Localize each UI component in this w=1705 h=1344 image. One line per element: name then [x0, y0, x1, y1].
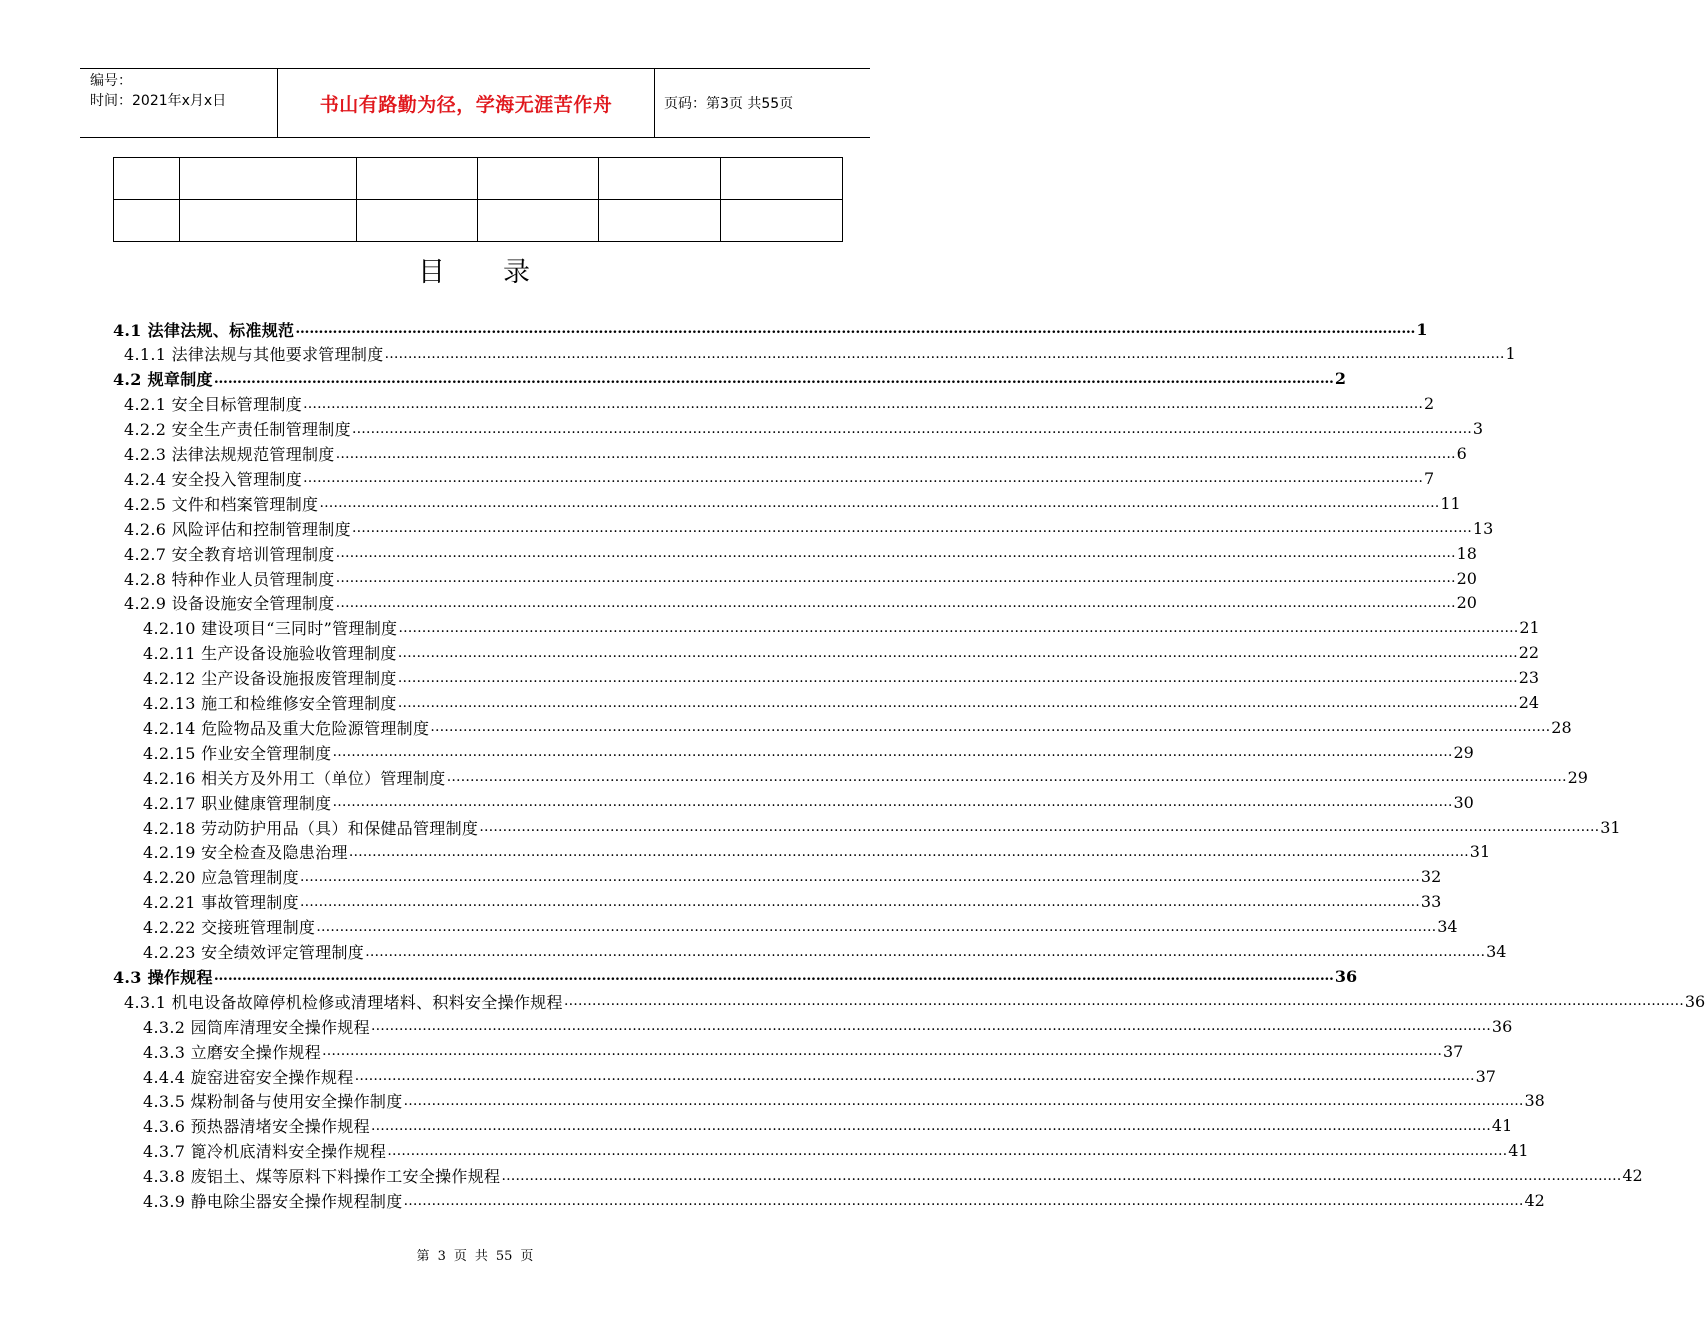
toc-entry-page: 6: [1456, 444, 1467, 463]
toc-entry[interactable]: [143, 940, 1507, 964]
table-cell: [356, 200, 478, 242]
toc-leader-dots: ……………………………………………………………………………………………………………………………………………………………………………………………………………………: [332, 744, 1453, 761]
toc-entry-label: 4.4.4 旋窑进窑安全操作规程: [143, 1067, 354, 1087]
toc-entry-page: 20: [1456, 593, 1477, 613]
toc-entry[interactable]: [143, 1139, 1529, 1163]
toc-entry-label: 4.1.1 法律法规与其他要求管理制度: [124, 345, 384, 365]
toc-leader-dots: ……………………………………………………………………………………………………………………………………………………………………………………………………………………: [299, 893, 1420, 910]
toc-entry-label: 4.2.2 安全生产责任制管理制度: [124, 420, 351, 440]
table-cell: [478, 200, 599, 242]
toc-entry[interactable]: [143, 691, 1540, 715]
toc-entry-label: 4.2.9 设备设施安全管理制度: [124, 594, 335, 614]
table-cell: [599, 200, 721, 242]
footer-text: 共: [474, 1249, 488, 1264]
toc-entry-page: 36: [1684, 991, 1705, 1011]
footer-text: 第: [416, 1249, 430, 1264]
toc-entry[interactable]: [124, 392, 1435, 416]
table-row: [114, 200, 843, 242]
toc-entry[interactable]: [143, 840, 1491, 864]
toc-entry[interactable]: [113, 317, 1428, 341]
toc-leader-dots: ……………………………………………………………………………………………………………………………………………………………………………………………………………………: [319, 495, 1440, 512]
toc-leader-dots: ……………………………………………………………………………………………………………………………………………………………………………………………………………………: [403, 1092, 1524, 1109]
toc-entry-page: 29: [1453, 742, 1474, 762]
toc-entry[interactable]: [124, 516, 1494, 540]
toc-leader-dots: ……………………………………………………………………………………………………………………………………………………………………………………………………………………: [335, 545, 1456, 562]
toc-entry-label: 4.3.5 煤粉制备与使用安全操作制度: [143, 1092, 403, 1112]
document-number-label: 编号：: [90, 73, 132, 89]
toc-entry-page: 1: [1416, 319, 1428, 339]
toc-leader-dots: ……………………………………………………………………………………………………………………………………………………………………………………………………………………: [335, 445, 1456, 462]
footer-text: 页: [453, 1249, 467, 1264]
toc-entry-page: 36: [1334, 966, 1358, 986]
toc-entry-page: 38: [1524, 1091, 1545, 1111]
toc-entry-label: 4.2.21 事故管理制度: [143, 893, 299, 913]
toc-leader-dots: ……………………………………………………………………………………………………………………………………………………………………………………………………………………: [479, 819, 1600, 835]
toc-leader-dots: ……………………………………………………………………………………………………………………………………………………………………………………………………………………: [332, 794, 1453, 811]
toc-leader-dots: ……………………………………………………………………………………………………………………………………………………………………………………………………………………: [351, 420, 1472, 437]
toc-entry-page: 20: [1456, 568, 1477, 588]
toc-entry[interactable]: [113, 367, 1346, 391]
toc-entry[interactable]: [143, 1039, 1464, 1063]
toc-leader-dots: ……………………………………………………………………………………………………………………………………………………………………………………………………………………: [397, 644, 1518, 661]
toc-entry-label: 4.3.9 静电除尘器安全操作规程制度: [143, 1192, 403, 1211]
table-cell: [721, 158, 843, 200]
toc-entry-page: 33: [1420, 892, 1442, 912]
toc-entry-page: 24: [1518, 693, 1540, 712]
toc-entry[interactable]: [143, 865, 1442, 889]
page-header: [80, 68, 870, 138]
toc-entry-label: 4.2.4 安全投入管理制度: [124, 469, 302, 489]
toc-entry[interactable]: [143, 1164, 1643, 1188]
toc-entry-page: 2: [1424, 394, 1435, 414]
toc-title-char: 录: [503, 257, 532, 288]
toc-entry-label: 4.3 操作规程: [113, 967, 213, 987]
toc-entry[interactable]: [124, 466, 1435, 490]
table-cell: [599, 158, 721, 200]
toc-entry[interactable]: [143, 641, 1540, 665]
toc-leader-dots: ……………………………………………………………………………………………………………………………………………………………………………………………………………………: [384, 345, 1505, 362]
toc-entry-page: 31: [1600, 817, 1621, 837]
toc-leader-dots: ……………………………………………………………………………………………………………………………………………………………………………………………………………………: [316, 918, 1437, 935]
toc-leader-dots: ……………………………………………………………………………………………………………………………………………………………………………………………………………………: [370, 1018, 1491, 1035]
toc-entry-page: 29: [1567, 767, 1588, 787]
toc-entry-page: 3: [1472, 419, 1484, 439]
toc-entry-label: 4.2.20 应急管理制度: [143, 868, 299, 888]
toc-entry[interactable]: [143, 740, 1474, 764]
toc-entry-page: 36: [1491, 1016, 1513, 1036]
toc-entry-label: 4.2.23 安全绩效评定管理制度: [143, 943, 365, 962]
toc-entry-page: 42: [1524, 1191, 1545, 1210]
toc-entry[interactable]: [143, 1189, 1545, 1213]
toc-entry[interactable]: [124, 342, 1516, 366]
toc-entry[interactable]: [143, 666, 1540, 690]
toc-leader-dots: ……………………………………………………………………………………………………………………………………………………………………………………………………………………: [335, 594, 1456, 611]
header-page-info: 页码：第3页 共55页: [664, 96, 794, 112]
toc-leader-dots: ……………………………………………………………………………………………………………………………………………………………………………………………………………………: [563, 993, 1684, 1010]
toc-leader-dots: ……………………………………………………………………………………………………………………………………………………………………………………………………………………: [213, 370, 1334, 387]
toc-leader-dots: ……………………………………………………………………………………………………………………………………………………………………………………………………………………: [348, 843, 1469, 860]
toc-entry-page: 11: [1440, 493, 1461, 513]
toc-entry-page: 34: [1437, 917, 1458, 937]
toc-leader-dots: ……………………………………………………………………………………………………………………………………………………………………………………………………………………: [213, 968, 1334, 985]
toc-entry-label: 4.2.3 法律法规规范管理制度: [124, 445, 335, 464]
toc-entry[interactable]: [143, 765, 1588, 789]
toc-leader-dots: ……………………………………………………………………………………………………………………………………………………………………………………………………………………: [303, 470, 1423, 487]
toc-entry[interactable]: [143, 815, 1621, 839]
document-date: 时间：2021年x月x日: [90, 93, 227, 109]
toc-entry-page: 18: [1456, 543, 1477, 563]
toc-leader-dots: ……………………………………………………………………………………………………………………………………………………………………………………………………………………: [335, 570, 1456, 586]
table-row: [114, 158, 843, 200]
table-cell: [478, 158, 599, 200]
toc-entry-label: 4.2.12 尘产设备设施报废管理制度: [143, 669, 397, 689]
toc-entry-label: 4.3.7 篦冷机底清料安全操作规程: [143, 1142, 387, 1162]
toc-entry-page: 2: [1334, 369, 1346, 389]
toc-leader-dots: ……………………………………………………………………………………………………………………………………………………………………………………………………………………: [397, 694, 1518, 711]
toc-entry[interactable]: [113, 964, 1358, 988]
toc-entry-label: 4.3.3 立磨安全操作规程: [143, 1042, 321, 1062]
toc-entry-page: 30: [1453, 792, 1474, 812]
toc-leader-dots: ……………………………………………………………………………………………………………………………………………………………………………………………………………………: [397, 669, 1518, 686]
toc-entry-label: 4.2.7 安全教育培训管理制度: [124, 544, 335, 564]
toc-leader-dots: ……………………………………………………………………………………………………………………………………………………………………………………………………………………: [351, 520, 1472, 537]
toc-entry-label: 4.2.5 文件和档案管理制度: [124, 494, 319, 514]
toc-entry[interactable]: [143, 1089, 1545, 1113]
toc-entry[interactable]: [124, 591, 1477, 615]
toc-entry[interactable]: [124, 541, 1477, 565]
toc-entry[interactable]: [124, 442, 1467, 466]
table-cell: [356, 158, 478, 200]
toc-entry-label: 4.2.17 职业健康管理制度: [143, 793, 332, 813]
toc-entry-label: 4.2.15 作业安全管理制度: [143, 743, 332, 763]
toc-entry-page: 41: [1508, 1141, 1529, 1161]
toc-entry-label: 4.2.11 生产设备设施验收管理制度: [143, 644, 397, 664]
toc-leader-dots: ……………………………………………………………………………………………………………………………………………………………………………………………………………………: [299, 868, 1420, 885]
toc-entry[interactable]: [143, 616, 1540, 640]
toc-entry[interactable]: [143, 1064, 1496, 1088]
table-cell: [179, 200, 356, 242]
toc-entry[interactable]: [143, 715, 1572, 739]
toc-entry[interactable]: [124, 491, 1461, 515]
toc-leader-dots: ……………………………………………………………………………………………………………………………………………………………………………………………………………………: [295, 321, 1416, 337]
toc-entry-page: 31: [1469, 842, 1491, 862]
toc-leader-dots: ……………………………………………………………………………………………………………………………………………………………………………………………………………………: [322, 1043, 1442, 1060]
toc-entry-label: 4.2.8 特种作业人员管理制度: [124, 569, 335, 589]
toc-entry[interactable]: [143, 890, 1442, 914]
toc-entry-page: 37: [1443, 1041, 1464, 1061]
toc-entry[interactable]: [124, 566, 1477, 590]
footer-total-pages: 55: [495, 1249, 513, 1264]
toc-leader-dots: ……………………………………………………………………………………………………………………………………………………………………………………………………………………: [403, 1192, 1524, 1209]
toc-entry-label: 4.2.1 安全目标管理制度: [124, 395, 302, 415]
toc-entry-label: 4.2.13 施工和检维修安全管理制度: [143, 694, 397, 713]
toc-entry[interactable]: [143, 790, 1474, 814]
toc-entry-label: 4.2.22 交接班管理制度: [143, 918, 316, 938]
toc-entry-page: 37: [1475, 1066, 1496, 1086]
toc-leader-dots: ……………………………………………………………………………………………………………………………………………………………………………………………………………………: [354, 1068, 1475, 1084]
toc-entry-page: 1: [1505, 344, 1516, 364]
toc-entry[interactable]: [124, 989, 1705, 1013]
toc-entry-page: 21: [1519, 618, 1540, 638]
toc-entry-page: 28: [1551, 717, 1572, 737]
toc-entry-label: 4.2 规章制度: [113, 370, 213, 390]
toc-entry-label: 4.2.14 危险物品及重大危险源管理制度: [143, 718, 430, 738]
toc-entry-page: 42: [1622, 1166, 1643, 1186]
toc-entry[interactable]: [143, 915, 1458, 939]
table-cell: [114, 158, 180, 200]
toc-leader-dots: ……………………………………………………………………………………………………………………………………………………………………………………………………………………: [370, 1117, 1491, 1134]
toc-entry[interactable]: [143, 1014, 1513, 1038]
toc-entry-label: 4.3.1 机电设备故障停机检修或清理堵料、积料安全操作规程: [124, 992, 563, 1012]
toc-entry-page: 13: [1472, 518, 1494, 538]
toc-entry-label: 4.1 法律法规、标准规范: [113, 320, 295, 340]
toc-entry-page: 7: [1424, 468, 1435, 488]
toc-entry-label: 4.3.8 废铝土、煤等原料下料操作工安全操作规程: [143, 1167, 501, 1187]
toc-entry-label: 4.2.19 安全检查及隐患治理: [143, 843, 348, 863]
footer-text: 页: [520, 1249, 534, 1264]
toc-title: [0, 250, 950, 289]
toc-leader-dots: ……………………………………………………………………………………………………………………………………………………………………………………………………………………: [430, 719, 1551, 736]
toc-entry-label: 4.3.2 园筒库清理安全操作规程: [143, 1017, 370, 1037]
toc-entry-label: 4.2.18 劳动防护用品（具）和保健品管理制度: [143, 818, 479, 838]
toc-leader-dots: ……………………………………………………………………………………………………………………………………………………………………………………………………………………: [398, 619, 1519, 636]
toc-leader-dots: ……………………………………………………………………………………………………………………………………………………………………………………………………………………: [387, 1142, 1508, 1159]
page-footer: [0, 1245, 950, 1264]
toc-title-char: 目: [418, 257, 447, 288]
toc-entry-page: 22: [1518, 643, 1540, 663]
header-motto: 书山有路勤为径，学海无涯苦作舟: [278, 69, 655, 137]
toc-entry-page: 23: [1518, 668, 1540, 688]
toc-entry[interactable]: [143, 1114, 1513, 1138]
toc-entry[interactable]: [124, 417, 1484, 441]
toc-leader-dots: ……………………………………………………………………………………………………………………………………………………………………………………………………………………: [303, 395, 1423, 412]
table-cell: [114, 200, 180, 242]
toc-entry-page: 34: [1486, 942, 1507, 961]
header-meta: [80, 69, 278, 137]
toc-entry-page: 41: [1491, 1116, 1513, 1136]
toc-entry-label: 4.2.6 风险评估和控制管理制度: [124, 519, 351, 539]
toc-leader-dots: ……………………………………………………………………………………………………………………………………………………………………………………………………………………: [365, 943, 1486, 960]
footer-current-page: 3: [437, 1249, 446, 1264]
toc-entry-label: 4.2.10 建设项目“三同时”管理制度: [143, 619, 398, 639]
toc-entry-page: 32: [1420, 867, 1442, 887]
toc-leader-dots: ……………………………………………………………………………………………………………………………………………………………………………………………………………………: [501, 1167, 1622, 1184]
toc-leader-dots: ……………………………………………………………………………………………………………………………………………………………………………………………………………………: [446, 769, 1567, 786]
empty-grid-table: [113, 157, 843, 242]
toc-entry-label: 4.2.16 相关方及外用工（单位）管理制度: [143, 768, 446, 788]
table-cell: [721, 200, 843, 242]
table-cell: [179, 158, 356, 200]
toc-entry-label: 4.3.6 预热器清堵安全操作规程: [143, 1117, 370, 1137]
